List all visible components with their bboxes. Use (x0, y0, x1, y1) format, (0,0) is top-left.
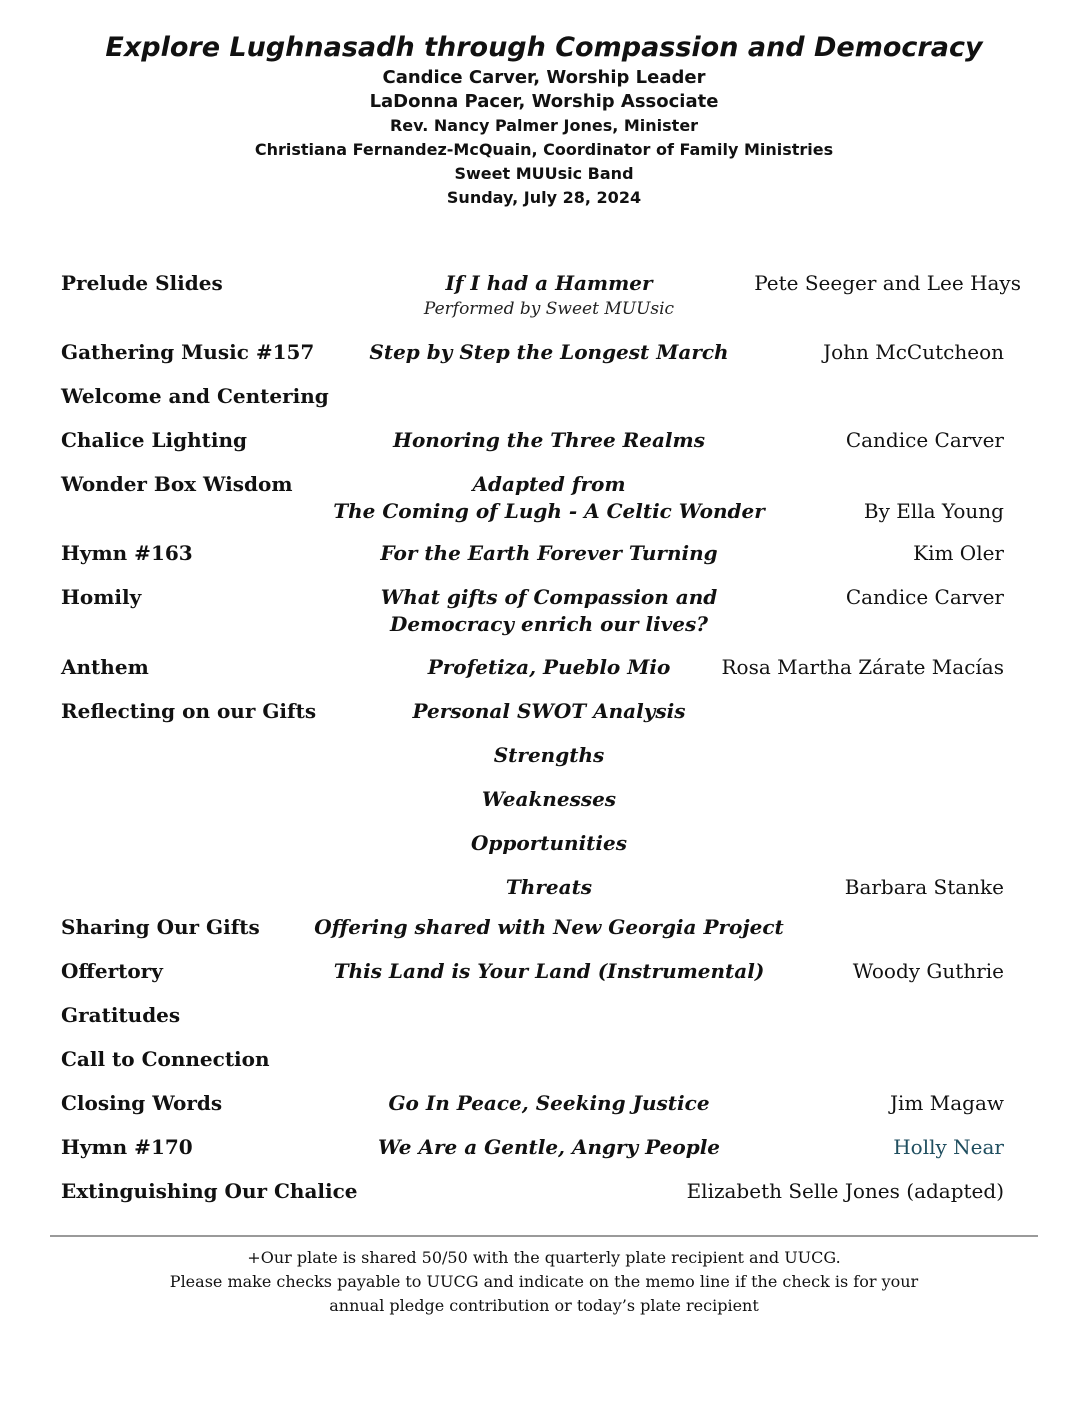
swot-label: Opportunities (470, 831, 628, 855)
item-author: John McCutcheon (823, 340, 1004, 364)
item-title (333, 471, 765, 525)
item-title-line-2: The Coming of Lugh - A Celtic Wonder (333, 499, 765, 523)
item-author: Kim Oler (913, 541, 1004, 565)
item-label: Hymn #163 (61, 541, 193, 565)
item-label: Gathering Music #157 (61, 340, 315, 364)
item-author: Candice Carver (845, 585, 1004, 609)
item-title: Step by Step the Longest March (369, 340, 729, 364)
item-author: Candice Carver (845, 428, 1004, 452)
item-author: Rosa Martha Zárate Macías (721, 655, 1004, 679)
plate-note (0, 1246, 1088, 1318)
item-author: Barbara Stanke (844, 875, 1004, 899)
item-author: By Ella Young (863, 499, 1004, 523)
service-header (0, 30, 1088, 210)
item-label: Wonder Box Wisdom (61, 472, 293, 496)
worship-leader-line: Candice Carver, Worship Leader (382, 67, 706, 88)
item-label: Gratitudes (61, 1003, 181, 1027)
item-title: We Are a Gentle, Angry People (377, 1135, 721, 1159)
item-label: Extinguishing Our Chalice (61, 1179, 358, 1203)
family-ministries-line: Christiana Fernandez-McQuain, Coordinator of Family Ministries (254, 140, 834, 159)
item-author: Jim Magaw (890, 1091, 1004, 1115)
plate-note-line-3: annual pledge contribution or today’s plate recipient (329, 1296, 759, 1315)
service-date: Sunday, July 28, 2024 (446, 188, 642, 207)
item-title: This Land is Your Land (Instrumental) (333, 959, 765, 983)
item-subtitle: Performed by Sweet MUUsic (423, 299, 675, 319)
item-label: Reflecting on our Gifts (61, 699, 317, 723)
item-title-text: If I had a Hammer (445, 271, 653, 295)
swot-label: Strengths (493, 743, 605, 767)
item-title-line-2: Democracy enrich our lives? (390, 612, 708, 636)
item-title (424, 270, 674, 321)
item-author: Elizabeth Selle Jones (adapted) (686, 1179, 1004, 1203)
band-line: Sweet MUUsic Band (454, 164, 634, 183)
item-title-line-1: What gifts of Compassion and (380, 585, 718, 609)
minister-line: Rev. Nancy Palmer Jones, Minister (389, 116, 699, 135)
worship-associate-line: LaDonna Pacer, Worship Associate (369, 91, 719, 112)
item-author-link[interactable]: Holly Near (893, 1135, 1004, 1159)
item-label: Chalice Lighting (61, 428, 248, 452)
item-title: Go In Peace, Seeking Justice (388, 1091, 710, 1115)
item-label: Prelude Slides (61, 271, 223, 295)
item-label: Hymn #170 (61, 1135, 193, 1159)
item-title-line-1: Adapted from (472, 472, 626, 496)
item-author: Pete Seeger and Lee Hays (754, 271, 1021, 295)
item-title: Personal SWOT Analysis (412, 699, 686, 723)
plate-note-line-1: +Our plate is shared 50/50 with the quarterly plate recipient and UUCG. (247, 1248, 841, 1267)
footer-divider (50, 1235, 1038, 1237)
item-author: Woody Guthrie (852, 959, 1004, 983)
item-label: Welcome and Centering (61, 384, 329, 408)
item-label: Homily (61, 585, 142, 609)
swot-label: Weaknesses (481, 787, 617, 811)
item-title: Profetiza, Pueblo Mio (427, 655, 671, 679)
item-title: For the Earth Forever Turning (380, 541, 718, 565)
item-title: Offering shared with New Georgia Project (314, 915, 784, 939)
item-title (381, 584, 718, 638)
item-title: Honoring the Three Realms (393, 428, 705, 452)
plate-note-line-2: Please make checks payable to UUCG and indicate on the memo line if the check is for your (169, 1272, 919, 1291)
service-title: Explore Lughnasadh through Compassion and Democracy (105, 32, 983, 63)
item-label: Closing Words (61, 1091, 223, 1115)
item-label: Sharing Our Gifts (61, 915, 260, 939)
swot-label: Threats (505, 875, 593, 899)
item-label: Anthem (61, 655, 149, 679)
item-label: Offertory (61, 959, 163, 983)
item-label: Call to Connection (61, 1047, 270, 1071)
